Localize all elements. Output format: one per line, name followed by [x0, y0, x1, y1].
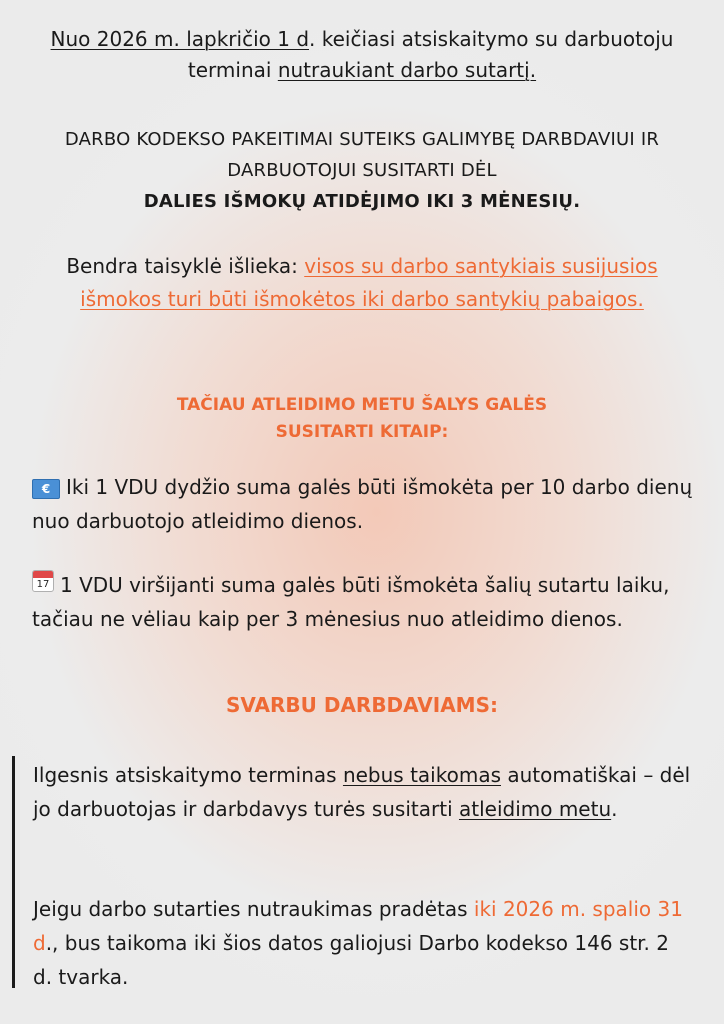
- employers-heading: SVARBU DARBDAVIAMS:: [225, 693, 498, 717]
- note-text: ., bus taikoma iki šios datos galiojusi Darbo kodekso 146 str. 2 d. tvarka.: [33, 931, 669, 989]
- general-rule-paragraph: [40, 250, 684, 316]
- note-underlined-text: atleidimo metu: [458, 797, 612, 821]
- employer-note-2: [33, 892, 693, 994]
- amendments-paragraph: [40, 124, 684, 217]
- general-rule-highlight: visos su darbo santykiais susijusios išmokos turi būti išmokėtos iki darbo santykių pabaigos.: [80, 254, 658, 311]
- list-item: [32, 568, 700, 636]
- note-underlined-text: nebus taikomas: [342, 763, 501, 787]
- agreement-heading: [60, 392, 664, 446]
- list-item: [32, 470, 700, 538]
- employer-note-1: [33, 758, 693, 826]
- intro-text: . keičiasi atsiskaitymo su darbuotoju terminai: [187, 27, 674, 82]
- quote-bar: [12, 756, 15, 988]
- list-item-text: Iki 1 VDU dydžio suma galės būti išmokėta per 10 darbo dienų nuo darbuotojo atleidimo dienos.: [32, 475, 693, 533]
- calendar-icon: 17: [32, 570, 54, 592]
- general-rule-lead: Bendra taisyklė išlieka:: [66, 254, 305, 278]
- note-text: .: [611, 797, 618, 821]
- agreement-heading-line2: SUSITARTI KITAIP:: [275, 422, 449, 442]
- list-item-text: 1 VDU viršijanti suma galės būti išmokėta šalių sutartu laiku, tačiau ne vėliau kaip per 3 mėnesius nuo atleidimo dienos.: [32, 573, 670, 631]
- note-text: Ilgesnis atsiskaitymo terminas: [33, 763, 343, 787]
- note-text: Jeigu darbo sutarties nutraukimas pradėtas: [33, 897, 474, 921]
- effective-date-text: Nuo 2026 m. lapkričio 1 d: [50, 27, 310, 51]
- euro-banknote-icon: €: [32, 479, 60, 499]
- amendments-bold-text: DALIES IŠMOKŲ ATIDĖJIMO IKI 3 MĖNESIŲ.: [143, 191, 581, 212]
- deadline-highlight: iki 2026 m. spalio 31 d: [33, 897, 683, 955]
- agreement-heading-line1: TAČIAU ATLEIDIMO METU ŠALYS GALĖS: [176, 395, 548, 415]
- note-text: automatiškai – dėl jo darbuotojas ir darbdavys turės susitarti: [33, 763, 691, 821]
- intro-paragraph: [40, 24, 684, 86]
- termination-text: nutraukiant darbo sutartį.: [277, 58, 537, 82]
- amendments-caps-text: DARBO KODEKSO PAKEITIMAI SUTEIKS GALIMYBĘ DARBDAVIUI IR DARBUOTOJUI SUSITARTI DĖL: [64, 129, 660, 181]
